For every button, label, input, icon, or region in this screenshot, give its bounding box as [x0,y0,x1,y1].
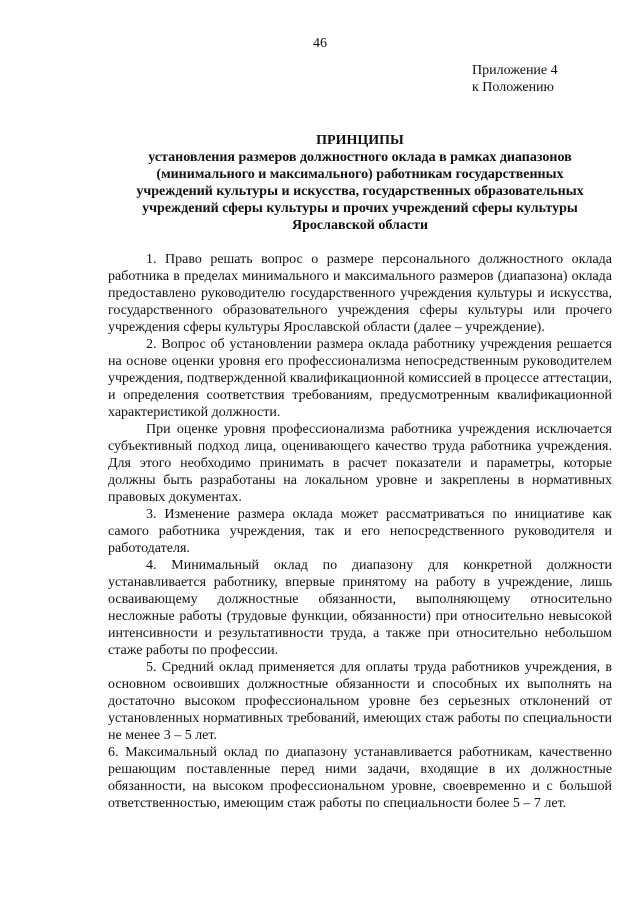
paragraph-3: 3. Изменение размера оклада может рассматриваться по инициативе как самого работника учреждения, так и его непосредственного руководителя и работодателя. [108,507,612,556]
title-line: установления размеров должностного оклада в рамках диапазонов [148,150,572,165]
title-line: (минимального и максимального) работникам государственных [156,167,564,182]
paragraph-5: 5. Средний оклад применяется для оплаты труда работников учреждения, в основном освоивших должностные обязанности и способных их выполнять на достаточно высоком профессиональном уровне без серьезных отклонений от установленных нормативных требований, имеющих стаж работы по специальности не менее 3 – 5 лет. [108,660,612,743]
appendix-line-1: Приложение 4 [472,63,558,78]
title-heading: ПРИНЦИПЫ [316,133,404,148]
paragraph-6: 6. Максимальный оклад по диапазону устанавливается работникам, качественно решающим поставленные перед ними задачи, входящие в их должностные обязанности, на высоком профессиональном уровне, своевременно и с большой ответственностью, имеющим стаж работы по специальности более 5 – 7 лет. [108,745,612,811]
paragraph-1: 1. Право решать вопрос о размере персонального должностного оклада работника в пределах минимального и максимального размеров (диапазона) оклада предоставлено руководителю государственного учреждения культуры и искусства, государственного образовательного учреждения сферы культуры или прочего учреждения сферы культуры Ярославской области (далее – учреждение). [108,252,612,335]
appendix-line-2: к Положению [472,80,555,95]
document-body [108,251,612,812]
paragraph-2: 2. Вопрос об установлении размера оклада работнику учреждения решается на основе оценки уровня его профессионализма непосредственным руководителем учреждения, подтвержденной квалификационной комиссией в процессе аттестации, и определения соответствия требованиям, предусмотренным квалификационной характеристикой должности. [108,337,612,420]
paragraph-4: 4. Минимальный оклад по диапазону для конкретной должности устанавливается работнику, впервые принятому на работу в учреждение, лишь осваивающему должностные обязанности, выполняющему относительно несложные работы (трудовые функции, обязанности) при относительно невысокой интенсивности и результативности труда, а также при относительно небольшом стаже работы по профессии. [108,558,612,658]
document-title [108,132,612,234]
paragraph-2-continued: При оценке уровня профессионализма работника учреждения исключается субъективный подход лица, оценивающего качество труда работника учреждения. Для этого необходимо принимать в расчет показатели и параметры, которые должны быть разработаны на локальном уровне и закреплены в нормативных правовых документах. [108,422,612,505]
title-line: учреждений сферы культуры и прочих учреждений сферы культуры [142,201,578,216]
page-number: 46 [313,36,327,51]
title-line: Ярославской области [291,218,429,233]
appendix-reference [472,62,558,96]
title-line: учреждений культуры и искусства, государственных образовательных [136,184,584,199]
